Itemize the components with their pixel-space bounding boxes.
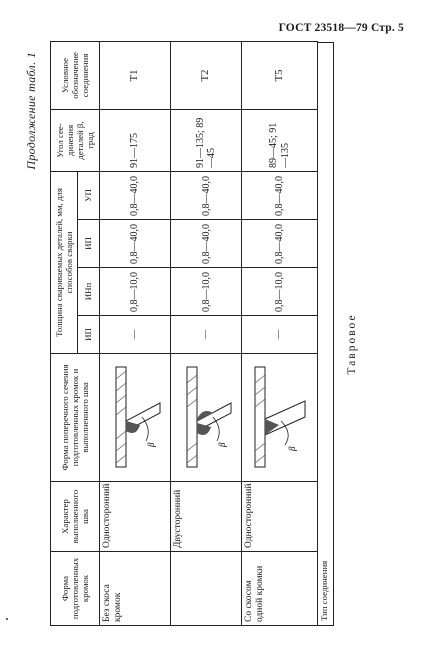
method-3-value: 0,8—40,0 bbox=[99, 220, 170, 268]
col-designation: Условное обозначение соединения bbox=[51, 41, 100, 109]
cross-section-figure bbox=[242, 354, 318, 482]
beta-label: β bbox=[145, 443, 156, 448]
rotated-table-block bbox=[20, 42, 408, 646]
col-thickness-group: Толщина свариваемых деталей, мм, для способов сварки bbox=[51, 171, 78, 353]
method-2-value: 0,8—10,0 bbox=[171, 268, 242, 316]
edge-form-cell: Со скосом одной кромки bbox=[242, 552, 318, 626]
method-3-value: 0,8—40,0 bbox=[171, 220, 242, 268]
angle-value: 91—135; 89—45 bbox=[171, 109, 242, 171]
weld-cell: Двусторонний bbox=[171, 482, 242, 552]
method-4-value: 0,8—40,0 bbox=[99, 171, 170, 219]
method-2-value: 0,8—10,0 bbox=[242, 268, 318, 316]
designation-code: Т1 bbox=[99, 41, 170, 109]
cross-section-figure bbox=[99, 354, 170, 482]
joint-type-strip bbox=[318, 42, 334, 626]
col-method-2: ИНп bbox=[77, 268, 99, 316]
weld-cell: Односторонний bbox=[99, 482, 170, 552]
weld-cell: Односторонний bbox=[242, 482, 318, 552]
table-row bbox=[99, 41, 170, 625]
joint-group-label: Тавровое bbox=[346, 313, 358, 375]
tee-joint-drawing-t2 bbox=[173, 358, 239, 478]
method-1-value: — bbox=[242, 316, 318, 354]
tee-joint-drawing-t5 bbox=[245, 358, 315, 478]
col-method-4: УП bbox=[77, 171, 99, 219]
designation-code: Т5 bbox=[242, 41, 318, 109]
col-edge-form: Форма подготовленных кромок bbox=[51, 552, 100, 626]
designation-code: Т2 bbox=[171, 41, 242, 109]
welding-joints-table bbox=[50, 41, 318, 626]
beta-label: β bbox=[286, 447, 297, 452]
method-2-value: 0,8—10,0 bbox=[99, 268, 170, 316]
col-cross-section: Форма поперечного сечения подготовленных кромок и выполненного шва bbox=[51, 354, 100, 482]
col-method-3: ИП bbox=[77, 220, 99, 268]
table-row bbox=[242, 41, 318, 625]
method-4-value: 0,8—40,0 bbox=[242, 171, 318, 219]
table-caption: Продолжение табл. 1 bbox=[24, 52, 38, 170]
col-weld-character: Характер выполненного шва bbox=[51, 482, 100, 552]
method-3-value: 0,8—40,0 bbox=[242, 220, 318, 268]
edge-form-cell bbox=[171, 552, 242, 626]
table-row bbox=[171, 41, 242, 625]
angle-value: 89—45; 91—135 bbox=[242, 109, 318, 171]
method-4-value: 0,8—40,0 bbox=[171, 171, 242, 219]
col-angle: Угол сеединения деталей β, град bbox=[51, 109, 100, 171]
method-1-value: — bbox=[171, 316, 242, 354]
page-header: ГОСТ 23518—79 Стр. 5 bbox=[278, 22, 404, 34]
angle-value: 91—175 bbox=[99, 109, 170, 171]
page-speck bbox=[6, 618, 8, 620]
method-1-value: — bbox=[99, 316, 170, 354]
edge-form-cell: Без скоса кромок bbox=[99, 552, 170, 626]
cross-section-figure bbox=[171, 354, 242, 482]
col-method-1: ИП bbox=[77, 316, 99, 354]
beta-label: β bbox=[217, 443, 228, 448]
col-joint-type: Тип соединения bbox=[319, 560, 329, 621]
tee-joint-drawing-t1 bbox=[102, 358, 168, 478]
